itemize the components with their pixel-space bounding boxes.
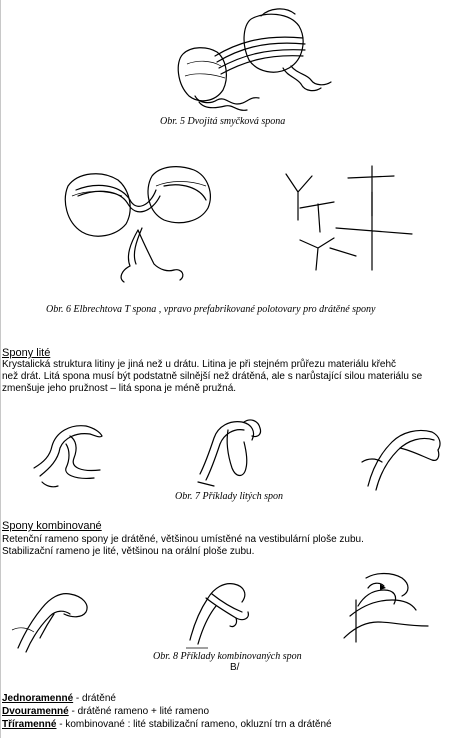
section-text-kombinovane [2, 534, 364, 558]
section-heading-kombinovane: Spony kombinované [2, 520, 102, 532]
figure-6-elbrecht-t-clasp [56, 160, 231, 285]
definition-term: Jednoramenné [2, 693, 74, 704]
figure-7-caption: Obr. 7 Příklady litých spon [175, 491, 284, 502]
figure-6-caption: Obr. 6 Elbrechtova T spona , vpravo prefabrikované polotovary pro drátěné spony [46, 304, 376, 315]
definition-desc: - drátěné rameno + lité rameno [68, 706, 210, 717]
paragraph-line: Krystalická struktura litiny je jiná než u drátu. Litina je při stejném průřezu materiálu křehč [2, 359, 397, 370]
definition-jednoramenne [2, 692, 332, 705]
definition-term: Dvouramenné [2, 706, 69, 717]
figure-5-caption: Obr. 5 Dvojitá smyčková spona [160, 116, 286, 127]
definition-desc: - kombinované : lité stabilizační rameno, okluzní trn a drátěné [56, 719, 332, 730]
definition-dvouramenne [2, 705, 332, 718]
definition-term: Tříramenné [2, 719, 57, 730]
paragraph-line: Stabilizační rameno je lité, většinou na orální ploše zubu. [2, 546, 255, 557]
section-text-lite [2, 359, 422, 395]
clasp-type-definitions [2, 692, 332, 731]
figure-6-prefabricated-blanks [278, 162, 418, 277]
paragraph-line: než drát. Litá spona musí být podstatně silnější než drátěná, ale s narůstající silou materiálu se [2, 371, 423, 382]
figure-8-caption: Obr. 8 Příklady kombinovaných spon [153, 651, 302, 662]
figure-8-combined-clasp-2 [182, 570, 262, 652]
figure-7-cast-clasp-3 [358, 414, 448, 494]
figure-7-cast-clasp-2 [192, 412, 272, 490]
definition-triramenne [2, 718, 332, 731]
figure-8-combined-clasp-1 [10, 574, 100, 654]
paragraph-line: zmenšuje jeho pružnost – litá spona je méně pružná. [2, 383, 237, 394]
paragraph-line: Retenční rameno spony je drátěné, většinou umístěné na vestibulární ploše zubu. [2, 534, 364, 545]
b-marker: B/ [230, 662, 240, 673]
figure-8-combined-clasp-3 [336, 566, 436, 646]
section-heading-lite: Spony lité [2, 347, 51, 359]
figure-5-double-loop-clasp [165, 4, 335, 116]
definition-desc: - drátěné [73, 693, 116, 704]
figure-7-cast-clasp-1 [30, 416, 110, 491]
page-left-border [0, 0, 1, 738]
